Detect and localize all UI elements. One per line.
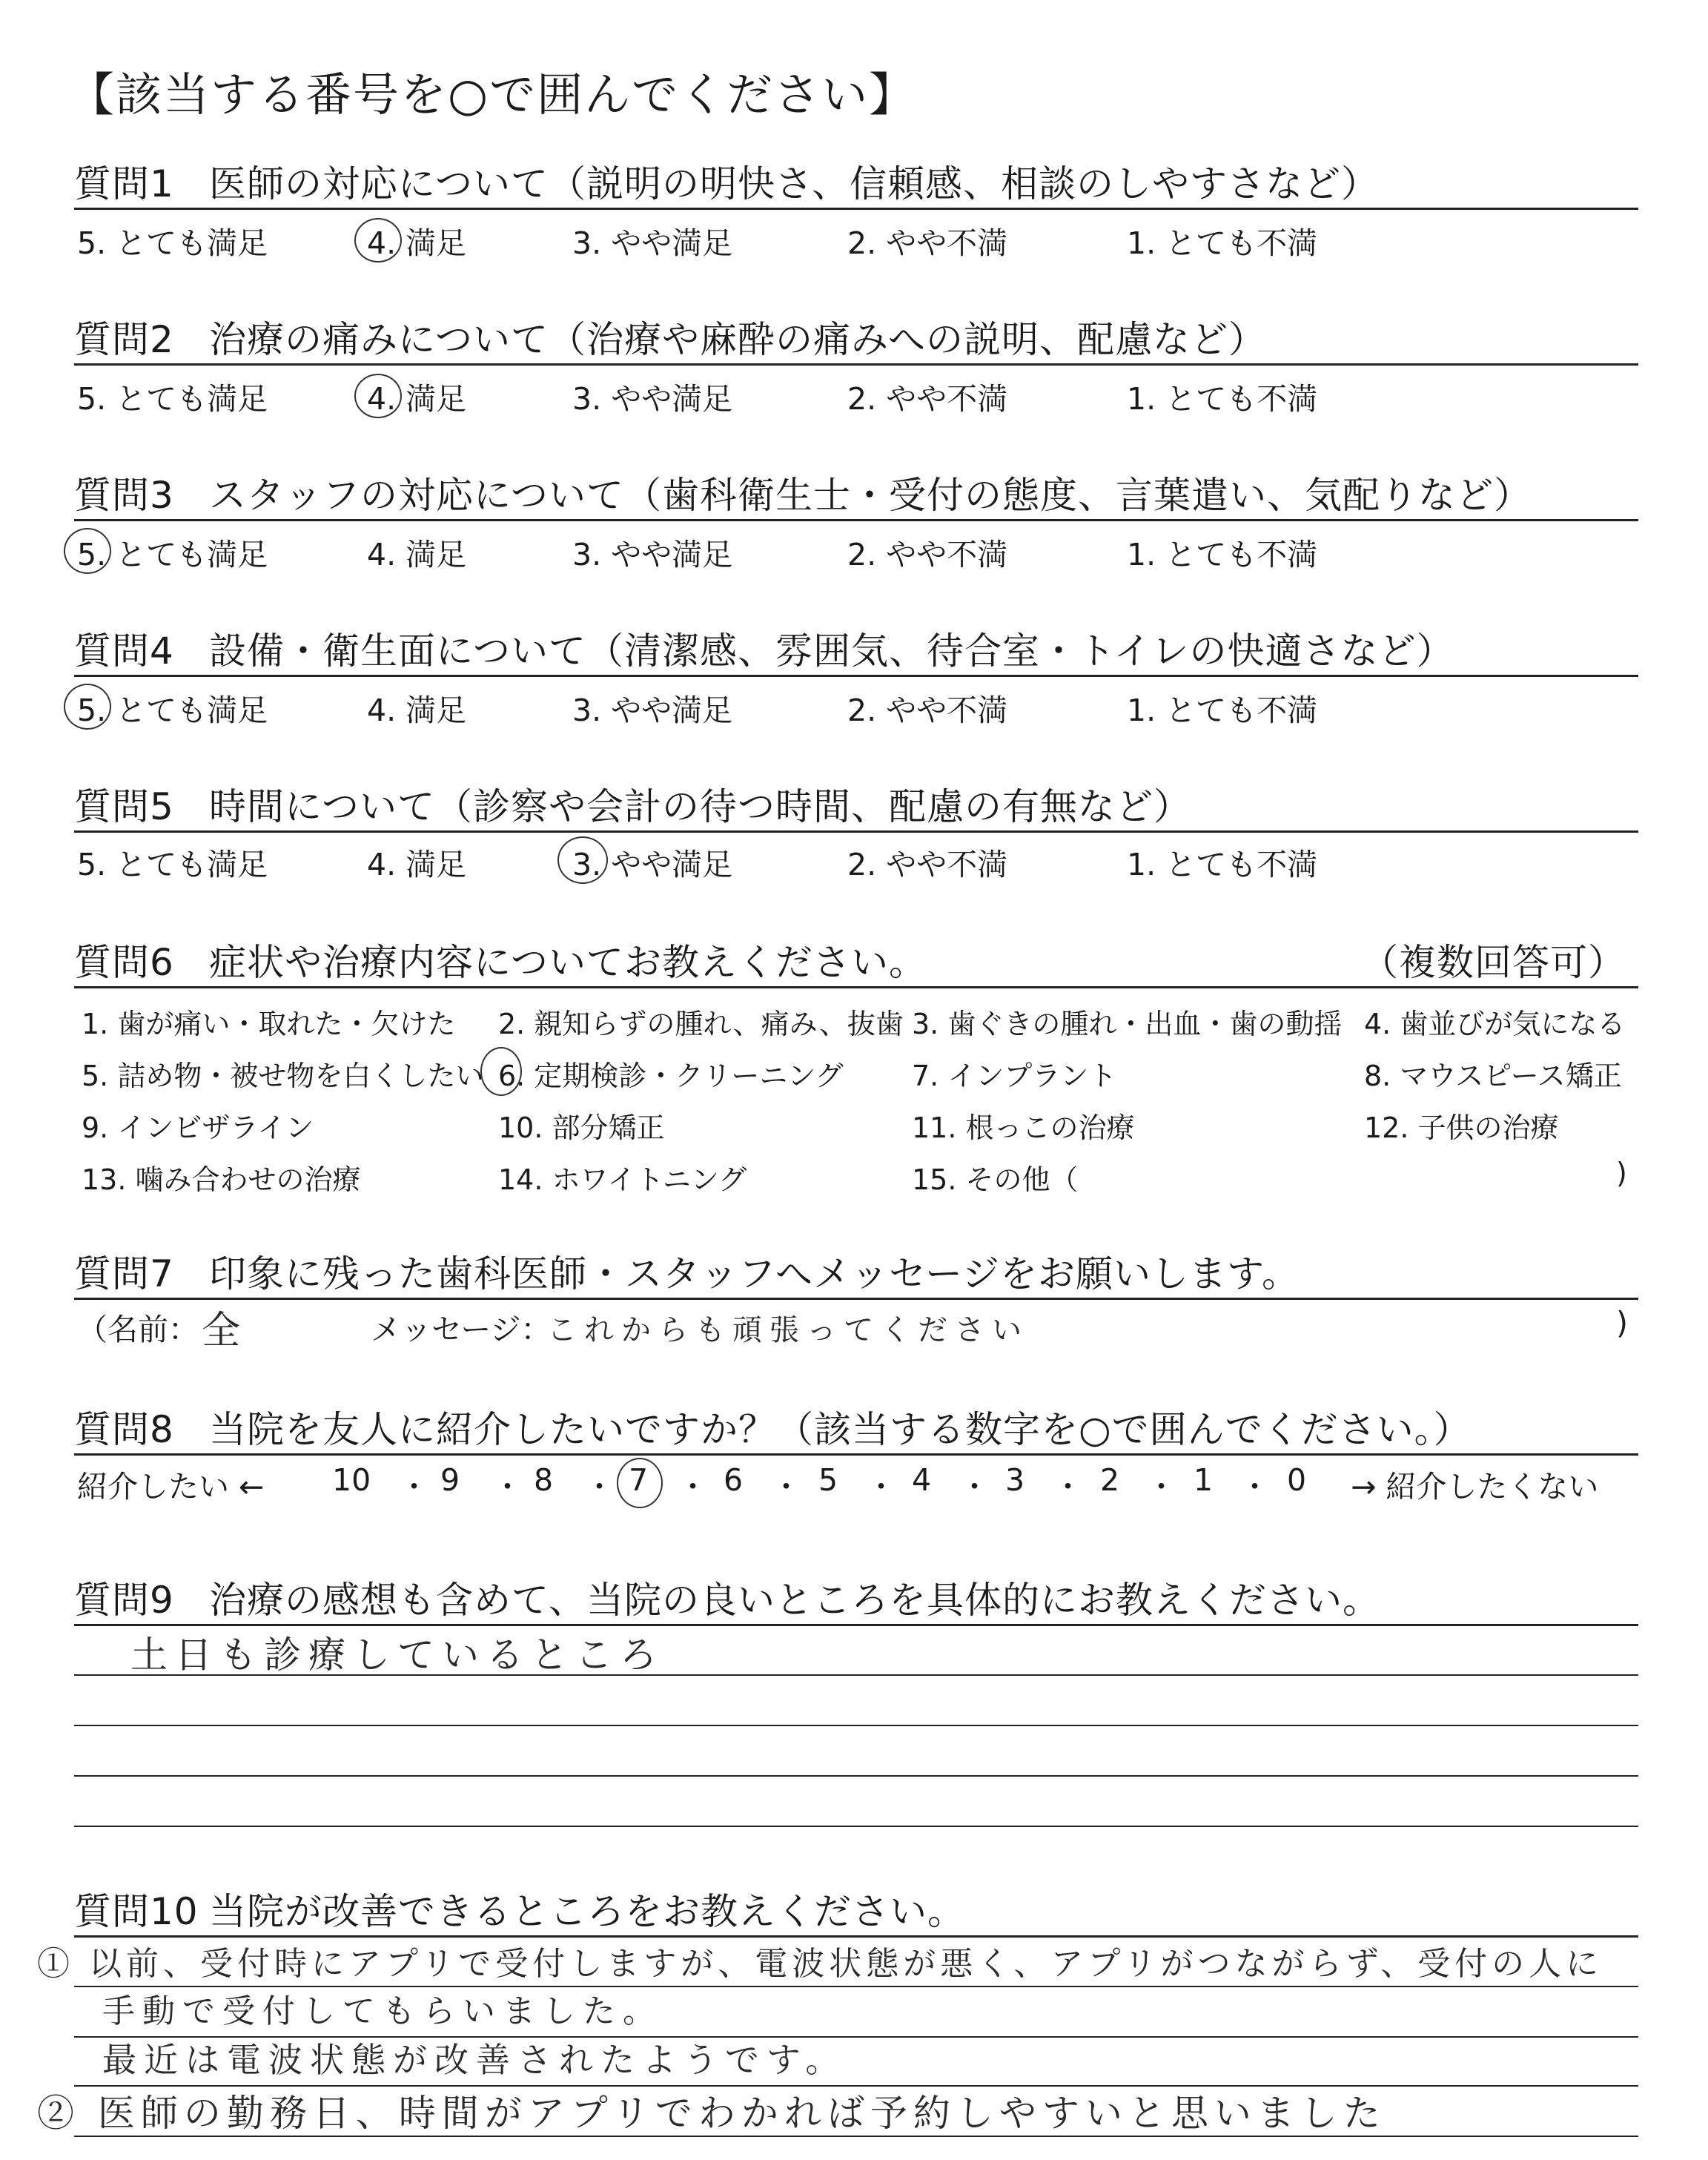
q3-option-4[interactable]: 4. 満足 bbox=[367, 537, 467, 572]
q1-option-2[interactable]: 2. やや不満 bbox=[847, 225, 1008, 261]
q2-text: 治療の痛みについて（治療や麻酔の痛みへの説明、配慮など） bbox=[209, 318, 1266, 361]
q10-answer-line-2[interactable]: 手動で受付してもらいました。 bbox=[102, 1992, 663, 2030]
q7-name-label: （名前： bbox=[77, 1312, 199, 1347]
q5-selection-circle bbox=[557, 836, 608, 884]
q6-item-4[interactable]: 4. 歯並びが気になる bbox=[1364, 1008, 1626, 1040]
q6-selection-circle bbox=[480, 1047, 522, 1096]
q4-rule bbox=[74, 675, 1638, 677]
q3-label: 質問3 bbox=[74, 474, 174, 517]
q8-score-8[interactable]: 8 bbox=[534, 1462, 554, 1498]
q8-sep: ・ bbox=[492, 1469, 523, 1505]
q8-sep: ・ bbox=[399, 1469, 429, 1505]
q1-label: 質問1 bbox=[74, 162, 174, 205]
q2-option-4[interactable]: 4. 満足 bbox=[367, 381, 467, 417]
q7-label: 質問7 bbox=[74, 1252, 174, 1295]
q1-option-3[interactable]: 3. やや満足 bbox=[572, 225, 733, 261]
q7-message-value[interactable]: これからも頑張ってください bbox=[547, 1313, 1029, 1347]
q8-sep: ・ bbox=[771, 1469, 801, 1505]
q10-text: 当院が改善できるところをお教えください。 bbox=[209, 1890, 965, 1933]
q6-item-15[interactable]: 15. その他（ bbox=[912, 1163, 1079, 1196]
q6-item-5[interactable]: 5. 詰め物・被せ物を白くしたい bbox=[82, 1060, 484, 1092]
q3-option-2[interactable]: 2. やや不満 bbox=[847, 537, 1008, 572]
q1-option-1[interactable]: 1. とても不満 bbox=[1127, 225, 1318, 261]
q3-option-3[interactable]: 3. やや満足 bbox=[572, 537, 733, 572]
q8-sep: ・ bbox=[1053, 1469, 1083, 1505]
q9-answer[interactable]: 土日も診療しているところ bbox=[130, 1634, 664, 1677]
q10-answer-line bbox=[74, 2136, 1638, 2137]
q5-option-5[interactable]: 5. とても満足 bbox=[77, 847, 268, 882]
q2-option-1[interactable]: 1. とても不満 bbox=[1127, 381, 1318, 417]
q6-item-2[interactable]: 2. 親知らずの腫れ、痛み、抜歯 bbox=[498, 1008, 904, 1040]
q3-rule bbox=[74, 519, 1638, 521]
q1-selection-circle bbox=[354, 218, 402, 262]
q9-answer-line bbox=[74, 1674, 1638, 1676]
q6-label: 質問6 bbox=[74, 941, 174, 984]
q8-right-label: → 紹介したくない bbox=[1351, 1469, 1599, 1505]
q9-label: 質問9 bbox=[74, 1579, 174, 1622]
q6-item-9[interactable]: 9. インビザライン bbox=[82, 1112, 314, 1144]
q8-sep: ・ bbox=[959, 1469, 990, 1505]
q4-option-4[interactable]: 4. 満足 bbox=[367, 693, 467, 728]
q8-left-label: 紹介したい ← bbox=[77, 1469, 265, 1505]
q4-label: 質問4 bbox=[74, 630, 174, 673]
q7-text: 印象に残った歯科医師・スタッフへメッセージをお願いします。 bbox=[209, 1252, 1300, 1295]
q5-option-2[interactable]: 2. やや不満 bbox=[847, 847, 1008, 882]
q9-answer-line bbox=[74, 1725, 1638, 1726]
q9-text: 治療の感想も含めて、当院の良いところを具体的にお教えください。 bbox=[209, 1579, 1380, 1622]
q2-rule bbox=[74, 363, 1638, 366]
q8-sep: ・ bbox=[584, 1469, 615, 1505]
q6-item-3[interactable]: 3. 歯ぐきの腫れ・出血・歯の動揺 bbox=[912, 1008, 1343, 1040]
q6-item-14[interactable]: 14. ホワイトニング bbox=[498, 1163, 747, 1196]
q5-option-3[interactable]: 3. やや満足 bbox=[572, 847, 733, 882]
q10-answer-line-1[interactable]: ① 以前、受付時にアプリで受付しますが、電波状態が悪く、アプリがつながらず、受付の人に bbox=[37, 1945, 1603, 1983]
q2-option-5[interactable]: 5. とても満足 bbox=[77, 381, 268, 417]
q10-label: 質問10 bbox=[74, 1890, 199, 1933]
q5-label: 質問5 bbox=[74, 785, 174, 828]
q8-sep: ・ bbox=[1146, 1469, 1176, 1505]
q2-selection-circle bbox=[354, 374, 402, 418]
q8-score-2[interactable]: 2 bbox=[1100, 1462, 1120, 1498]
q3-text: スタッフの対応について（歯科衛生士・受付の態度、言葉遣い、気配りなど） bbox=[209, 474, 1532, 517]
q8-score-3[interactable]: 3 bbox=[1005, 1462, 1025, 1498]
q1-option-4[interactable]: 4. 満足 bbox=[367, 225, 467, 261]
q5-text: 時間について（診察や会計の待つ時間、配慮の有無など） bbox=[209, 785, 1191, 828]
q5-option-1[interactable]: 1. とても不満 bbox=[1127, 847, 1318, 882]
q9-answer-line bbox=[74, 1826, 1638, 1827]
q8-score-1[interactable]: 1 bbox=[1194, 1462, 1214, 1498]
q2-option-3[interactable]: 3. やや満足 bbox=[572, 381, 733, 417]
q4-selection-circle bbox=[64, 684, 111, 730]
q6-item-15-close: ) bbox=[1616, 1157, 1627, 1189]
q7-name-value[interactable]: 全 bbox=[202, 1309, 248, 1353]
q8-score-0[interactable]: 0 bbox=[1287, 1462, 1307, 1498]
q7-rule bbox=[74, 1298, 1638, 1300]
q4-text: 設備・衛生面について（清潔感、雰囲気、待合室・トイレの快適さなど） bbox=[209, 630, 1454, 673]
q6-item-13[interactable]: 13. 噛み合わせの治療 bbox=[82, 1163, 361, 1196]
q6-item-12[interactable]: 12. 子供の治療 bbox=[1364, 1112, 1559, 1144]
q8-sep: ・ bbox=[1239, 1469, 1270, 1505]
q8-score-6[interactable]: 6 bbox=[724, 1462, 744, 1498]
q6-item-1[interactable]: 1. 歯が痛い・取れた・欠けた bbox=[82, 1008, 456, 1040]
q8-rule bbox=[74, 1453, 1638, 1456]
q1-option-5[interactable]: 5. とても満足 bbox=[77, 225, 268, 261]
q7-close-paren: ) bbox=[1616, 1305, 1628, 1341]
q6-text: 症状や治療内容についてお教えください。 bbox=[209, 941, 927, 984]
q10-answer-line-4[interactable]: ② 医師の勤務日、時間がアプリでわかれば予約しやすいと思いました bbox=[37, 2092, 1386, 2135]
q8-score-7[interactable]: 7 bbox=[629, 1462, 649, 1498]
q4-option-2[interactable]: 2. やや不満 bbox=[847, 693, 1008, 728]
q8-score-5[interactable]: 5 bbox=[818, 1462, 838, 1498]
q6-item-11[interactable]: 11. 根っこの治療 bbox=[912, 1112, 1135, 1144]
q5-option-4[interactable]: 4. 満足 bbox=[367, 847, 467, 882]
q5-rule bbox=[74, 830, 1638, 833]
q4-option-3[interactable]: 3. やや満足 bbox=[572, 693, 733, 728]
q8-label: 質問8 bbox=[74, 1408, 174, 1451]
q6-item-7[interactable]: 7. インプラント bbox=[912, 1060, 1117, 1092]
q8-selection-circle bbox=[617, 1458, 663, 1508]
q6-item-8[interactable]: 8. マウスピース矯正 bbox=[1364, 1060, 1622, 1092]
q8-sep: ・ bbox=[678, 1469, 708, 1505]
q3-option-5[interactable]: 5. とても満足 bbox=[77, 537, 268, 572]
q10-answer-line-3[interactable]: 最近は電波状態が改善されたようです。 bbox=[102, 2040, 847, 2080]
page-title: 【該当する番号を○で囲んでください】 bbox=[68, 67, 917, 122]
q2-label: 質問2 bbox=[74, 318, 174, 361]
q6-rule bbox=[74, 986, 1638, 988]
q6-item-10[interactable]: 10. 部分矯正 bbox=[498, 1112, 665, 1144]
q3-option-1[interactable]: 1. とても不満 bbox=[1127, 537, 1318, 572]
q6-note: （複数回答可） bbox=[1361, 941, 1626, 984]
q6-item-6[interactable]: 6. 定期検診・クリーニング bbox=[498, 1060, 844, 1092]
q3-selection-circle bbox=[64, 528, 111, 574]
q8-text: 当院を友人に紹介したいですか？（該当する数字を○で囲んでください。） bbox=[209, 1408, 1472, 1451]
q2-option-2[interactable]: 2. やや不満 bbox=[847, 381, 1008, 417]
q8-score-4[interactable]: 4 bbox=[912, 1462, 932, 1498]
q8-score-10[interactable]: 10 bbox=[332, 1462, 371, 1498]
q8-sep: ・ bbox=[866, 1469, 896, 1505]
q4-option-1[interactable]: 1. とても不満 bbox=[1127, 693, 1318, 728]
q9-answer-line bbox=[74, 1775, 1638, 1777]
q1-rule bbox=[74, 208, 1638, 210]
q4-option-5[interactable]: 5. とても満足 bbox=[77, 693, 268, 728]
q7-message-label: メッセージ： bbox=[371, 1312, 552, 1347]
q1-text: 医師の対応について（説明の明快さ、信頼感、相談のしやすさなど） bbox=[209, 162, 1379, 205]
q8-score-9[interactable]: 9 bbox=[440, 1462, 460, 1498]
